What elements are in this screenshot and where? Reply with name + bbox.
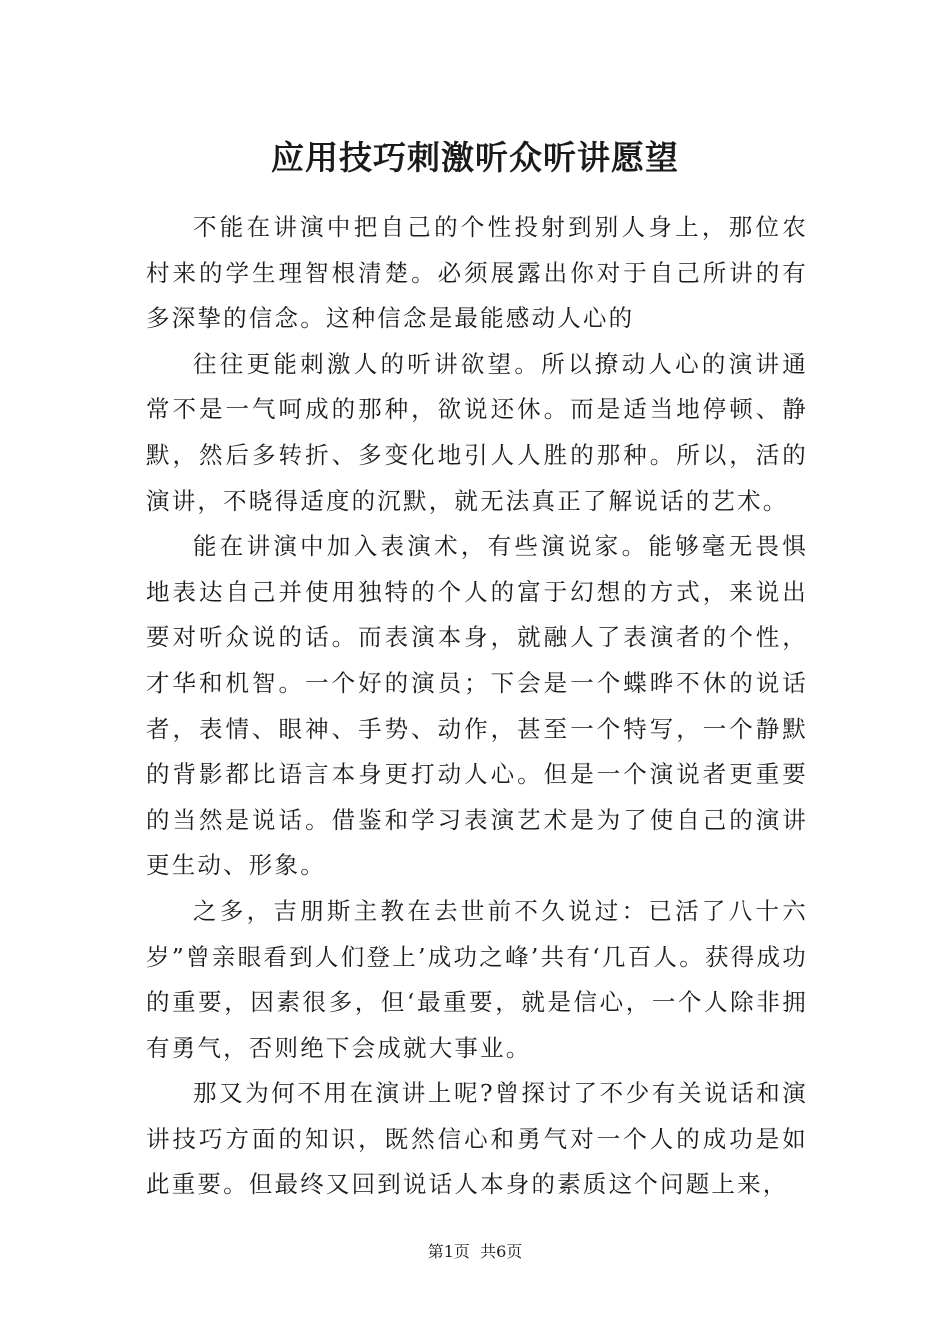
document-body (146, 205, 808, 1208)
paragraph: 那又为何不用在演讲上呢?曾探讨了不少有关说话和演讲技巧方面的知识，既然信心和勇气对一个人的成功是如此重要。但最终又回到说话人本身的素质这个问题上来， (146, 1079, 808, 1199)
paragraph: 往往更能刺激人的听讲欲望。所以撩动人心的演讲通常不是一气呵成的那种，欲说还休。而是适当地停顿、静默，然后多转折、多变化地引人人胜的那种。所以，活的演讲，不晓得适度的沉默，就无法真正了解说话的艺术。 (146, 349, 808, 515)
paragraph: 能在讲演中加入表演术，有些演说家。能够毫无畏惧地表达自己并使用独特的个人的富于幻想的方式，来说出要对听众说的话。而表演本身，就融人了表演者的个性，才华和机智。一个好的演员；下会是一个蝶晔不休的说话者，表情、眼神、手势、动作，甚至一个特写，一个静默的背影都比语言本身更打动人心。但是一个演说者更重要的当然是说话。借鉴和学习表演艺术是为了使自己的演讲更生动、形象。 (146, 532, 808, 880)
paragraph: 不能在讲演中把自己的个性投射到别人身上，那位农村来的学生理智根清楚。必须展露出你对于自己所讲的有多深挚的信念。这种信念是最能感动人心的 (146, 213, 808, 333)
page-number: 第1页 (427, 1242, 470, 1261)
page-footer (0, 1240, 950, 1264)
page-total: 共6页 (480, 1242, 523, 1261)
document-title: 应用技巧刺激听众听讲愿望 (271, 138, 679, 177)
paragraph: 之多，吉朋斯主教在去世前不久说过：已活了八十六岁”曾亲眼看到人们登上’成功之峰’共有‘几百人。获得成功的重要，因素很多，但‘最重要，就是信心，一个人除非拥有勇气，否则绝下会成就大事业。 (146, 896, 808, 1062)
